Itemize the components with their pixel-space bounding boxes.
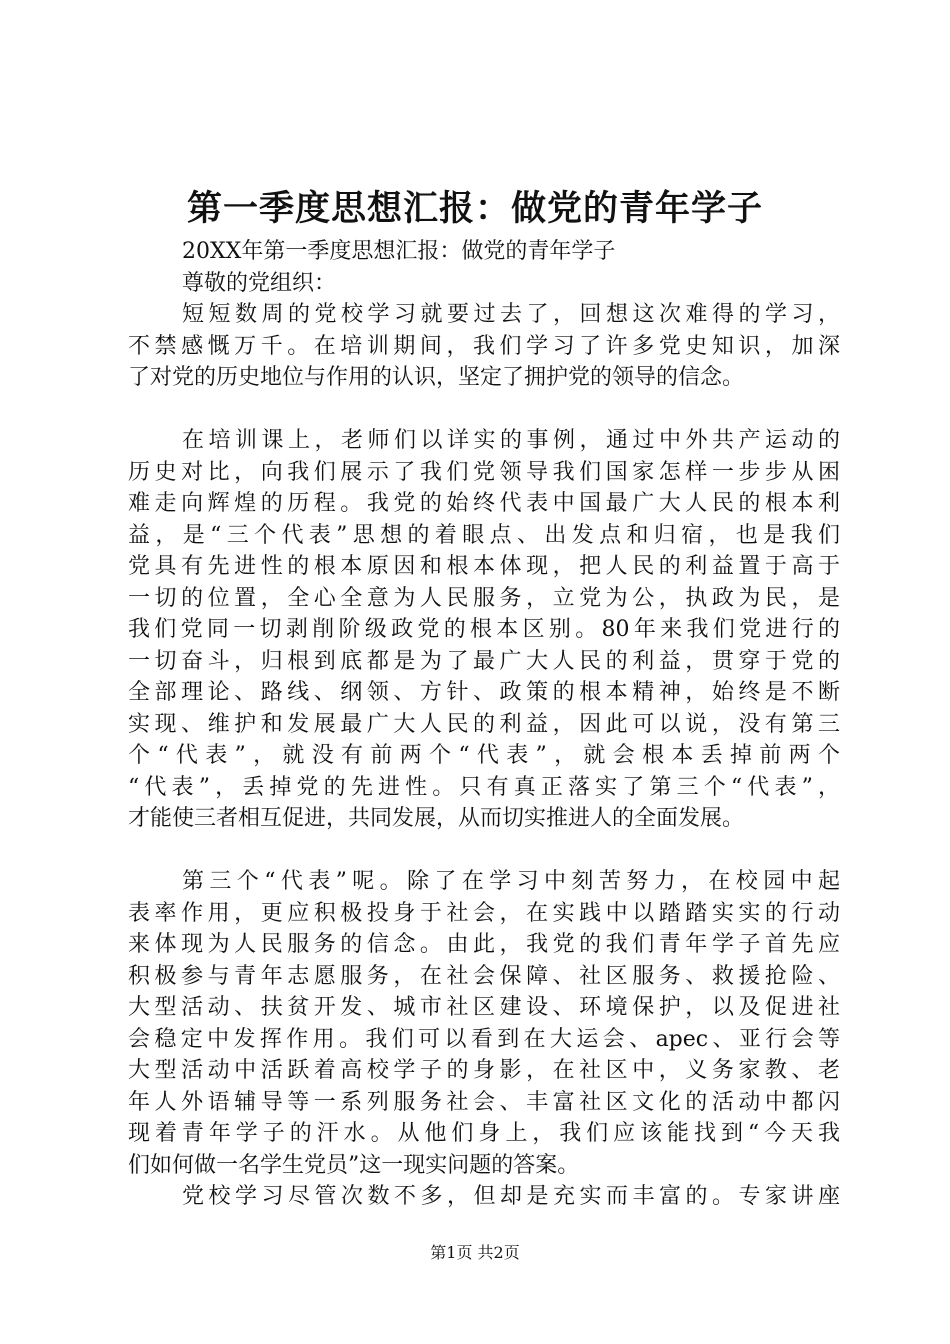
paragraph-line: 了对党的历史地位与作用的认识，坚定了拥护党的领导的信念。 — [128, 365, 745, 390]
paragraph-line: 党校学习尽管次数不多，但却是充实而丰富的。专家讲座 — [182, 1184, 840, 1209]
paragraph-line: 一切的位置，全心全意为人民服务，立党为公，执政为民，是 — [128, 585, 840, 611]
paragraph-spacer — [128, 835, 840, 867]
document-body — [128, 236, 840, 1213]
paragraph-line: 们如何做一名学生党员”这一现实问题的答案。 — [128, 1152, 580, 1178]
paragraph-line: 现着青年学子的汗水。从他们身上，我们应该能找到“今天我 — [128, 1121, 840, 1146]
paragraph-4 — [128, 1181, 840, 1213]
paragraph-line: 益，是“三个代表”思想的着眼点、出发点和归宿，也是我们 — [128, 522, 840, 548]
header-line: 20XX年第一季度思想汇报：做党的青年学子 — [182, 239, 616, 264]
page-footer: 第1页 共2页 — [430, 1243, 520, 1262]
paragraph-line: 大型活动中活跃着高校学子的身影，在社区中，义务家教、老 — [128, 1058, 840, 1083]
paragraph-2 — [128, 425, 840, 835]
paragraph-line: 短短数周的党校学习就要过去了，回想这次难得的学习， — [182, 302, 840, 327]
paragraph-3 — [128, 866, 840, 1181]
paragraph-line: 党具有先进性的根本原因和根本体现，把人民的利益置于高于 — [128, 554, 840, 579]
paragraph-line: 第三个“代表”呢。除了在学习中刻苦努力，在校园中起 — [182, 869, 840, 894]
paragraph-line: 实现、维护和发展最广大人民的利益，因此可以说，没有第三 — [128, 711, 840, 737]
paragraph-line: “代表”，丢掉党的先进性。只有真正落实了第三个“代表”， — [128, 774, 840, 800]
paragraph-line: 全部理论、路线、纲领、方针、政策的根本精神，始终是不断 — [128, 680, 840, 705]
paragraph-spacer — [128, 394, 840, 426]
paragraph-line: 不禁感慨万千。在培训期间，我们学习了许多党史知识，加深 — [128, 333, 840, 359]
paragraph-line: 难走向辉煌的历程。我党的始终代表中国最广大人民的根本利 — [128, 491, 840, 516]
paragraph-line: 一切奋斗，归根到底都是为了最广大人民的利益，贯穿于党的 — [128, 648, 840, 674]
document-title: 第一季度思想汇报：做党的青年学子 — [186, 189, 763, 229]
paragraph-line: 历史对比，向我们展示了我们党领导我们国家怎样一步步从困 — [128, 459, 840, 485]
paragraph-line: 年人外语辅导等一系列服务社会、丰富社区文化的活动中都闪 — [128, 1089, 840, 1115]
paragraph-line: 在培训课上，老师们以详实的事例，通过中外共产运动的 — [182, 428, 840, 453]
paragraph-line: 我们党同一切剥削阶级政党的根本区别。80年来我们党进行的 — [128, 617, 840, 642]
paragraph-line: 表率作用，更应积极投身于社会，在实践中以踏踏实实的行动 — [128, 900, 840, 926]
paragraph-line: 会稳定中发挥作用。我们可以看到在大运会、apec、亚行会等 — [128, 1026, 840, 1052]
paragraph-line: 来体现为人民服务的信念。由此，我党的我们青年学子首先应 — [128, 932, 840, 957]
paragraph-line: 大型活动、扶贫开发、城市社区建设、环境保护，以及促进社 — [128, 995, 840, 1020]
salutation: 尊敬的党组织： — [182, 270, 337, 296]
paragraph-line: 才能使三者相互促进，共同发展，从而切实推进人的全面发展。 — [128, 806, 745, 831]
paragraph-1 — [128, 299, 840, 394]
paragraph-line: 个“代表”，就没有前两个“代表”，就会根本丢掉前两个 — [128, 743, 840, 768]
paragraph-line: 积极参与青年志愿服务，在社会保障、社区服务、救援抢险、 — [128, 963, 840, 989]
